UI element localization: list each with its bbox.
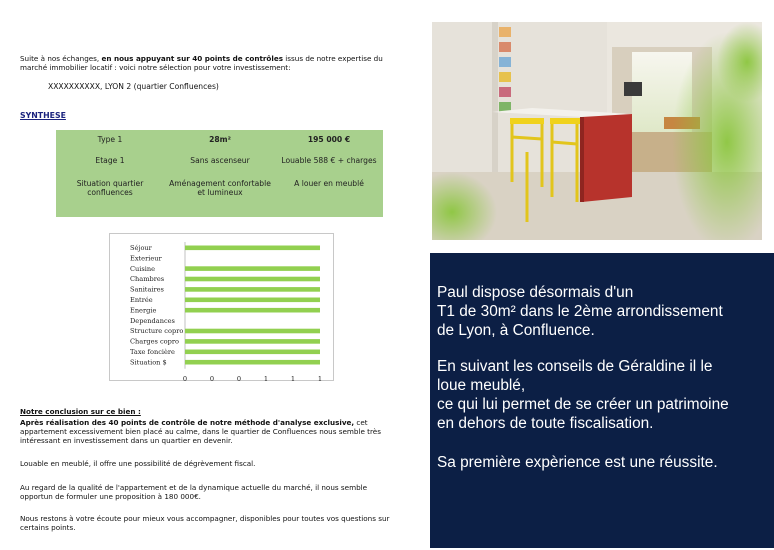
table-cell: A louer en meublé <box>294 179 364 188</box>
chart-category-label: Energie <box>130 306 157 315</box>
property-reference: XXXXXXXXXX, LYON 2 (quartier Confluences) <box>48 82 219 91</box>
table-cell: 28m² <box>209 135 231 144</box>
chart-category-label: Charges copro <box>130 337 179 346</box>
chart-category-label: Situation $ <box>130 358 167 367</box>
chart-bar <box>185 329 320 334</box>
chart-bar <box>185 246 320 251</box>
chart-bar <box>185 266 320 271</box>
chart-x-tick-label: 0 <box>182 374 188 382</box>
chart-x-tick-label: 1 <box>263 374 269 382</box>
chart-category-label: Dependances <box>130 316 175 325</box>
chart-bar <box>185 308 320 313</box>
table-cell: 195 000 € <box>307 135 351 144</box>
chart-category-label: Exterieur <box>130 254 162 263</box>
synthese-table <box>56 130 383 217</box>
table-cell: Situation quartier confluences <box>76 179 144 197</box>
table-cell: Sans ascenseur <box>190 156 250 165</box>
chart-category-label: Sanitaires <box>130 285 164 294</box>
contact-paragraph: Nous restons à votre écoute pour mieux vous accompagner, disponibles pour toutes vos questions sur certains points. <box>20 514 390 532</box>
chart-bar <box>185 287 320 292</box>
chart-x-tick-label: 0 <box>236 374 242 382</box>
chart-bar <box>185 360 320 365</box>
chart-bar <box>185 339 320 344</box>
testimonial-conclusion: Sa première expèrience est une réussite. <box>437 454 718 471</box>
synthese-heading: SYNTHESE <box>20 111 66 120</box>
chart-category-label: Taxe foncière <box>130 348 175 356</box>
offer-paragraph: Au regard de la qualité de l'appartement et de la dynamique actuelle du marché, il nous semble opportun de formuler une proposition à 180 000€. <box>20 483 368 501</box>
testimonial-paragraph: Paul dispose désormais d'un T1 de 30m² dans le 2ème arrondissement de Lyon, à Confluence. <box>437 284 723 339</box>
table-cell: Type 1 <box>97 135 123 144</box>
chart-category-label: Structure copro <box>130 327 184 336</box>
chart-x-tick-label: 0 <box>209 374 215 382</box>
fiscal-paragraph: Louable en meublé, il offre une possibilité de dégrèvement fiscal. <box>20 459 256 468</box>
chart-category-label: Séjour <box>130 244 152 252</box>
chart-x-tick-label: 1 <box>290 374 296 382</box>
chart-canvas <box>110 234 335 382</box>
conclusion-heading: Notre conclusion sur ce bien : <box>20 407 141 416</box>
apartment-photo <box>432 22 762 240</box>
testimonial-paragraph: En suivant les conseils de Géraldine il le loue meublé, ce qui lui permet de se créer un patrimoine en dehors de toute fiscalisation. <box>437 358 729 432</box>
table-cell: Aménagement confortable et lumineux <box>169 179 271 197</box>
chart-x-tick-label: 1 <box>317 374 323 382</box>
chart-bar <box>185 277 320 282</box>
table-cell: Louable 588 € + charges <box>281 156 377 165</box>
chart-category-label: Entrée <box>130 296 153 304</box>
chart-category-label: Chambres <box>130 275 165 284</box>
chart-category-label: Cuisine <box>130 264 156 273</box>
conclusion-text: Après réalisation des 40 points de contrôle de notre méthode d'analyse exclusive, cet appartement excessivement bien placé au calme, dans le quartier de Confluences nous semble très intéressant en investissement dans un quartier en devenir. <box>20 418 381 445</box>
table-cell: Etage 1 <box>95 156 125 165</box>
chart-bar <box>185 350 320 355</box>
control-points-chart <box>109 233 334 381</box>
chart-bar <box>185 298 320 303</box>
testimonial-panel <box>430 253 774 548</box>
intro-text: Suite à nos échanges, en nous appuyant sur 40 points de contrôles issus de notre expertise du marché immobilier locatif : voici notre sélection pour votre investissement: <box>20 54 383 72</box>
